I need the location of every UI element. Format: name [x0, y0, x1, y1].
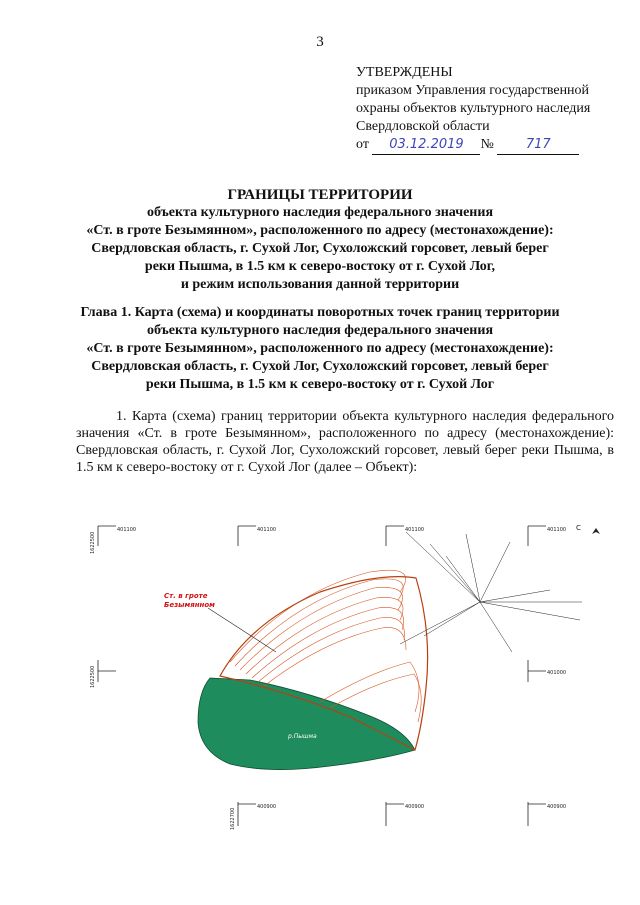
- river-area: [198, 678, 415, 770]
- survey-rays: [400, 532, 582, 652]
- chapter-line: реки Пышма, в 1.5 км к северо-востоку от г. Сухой Лог: [145, 377, 495, 392]
- chapter-line: «Ст. в гроте Безымянном», расположенного по адресу (местонахождение):: [86, 341, 554, 356]
- approval-date-line: [356, 136, 626, 155]
- title-line: и режим использования данной территории: [180, 277, 460, 292]
- approval-line: приказом Управления государственной: [356, 83, 590, 98]
- title-line: ГРАНИЦЫ ТЕРРИТОРИИ: [227, 187, 413, 203]
- approval-line: Свердловской области: [356, 119, 490, 134]
- number-prefix: №: [480, 137, 494, 152]
- grid-label: 401100: [405, 527, 425, 533]
- grid-label: 400900: [405, 804, 425, 810]
- grid-crosses: [98, 526, 546, 826]
- title-line: реки Пышма, в 1.5 км к северо-востоку от г. Сухой Лог,: [144, 259, 496, 274]
- grid-label: 401100: [547, 527, 567, 533]
- chapter-heading: [40, 304, 600, 394]
- grid-label: 401100: [117, 527, 137, 533]
- chapter-line: Свердловская область, г. Сухой Лог, Сухоложский горсовет, левый берег: [91, 359, 549, 374]
- grid-label: 1622500: [90, 665, 96, 688]
- site-label: Безымянном: [164, 601, 215, 609]
- handwritten-date: 03.12.2019: [372, 136, 480, 155]
- title-line: «Ст. в гроте Безымянном», расположенного по адресу (местонахождение):: [86, 223, 554, 238]
- approval-line: охраны объектов культурного наследия: [356, 101, 591, 116]
- grid-label: 401100: [257, 527, 277, 533]
- grid-label: 1622700: [230, 807, 236, 830]
- chapter-line: Глава 1. Карта (схема) и координаты поворотных точек границ территории: [80, 305, 560, 320]
- chapter-line: объекта культурного наследия федерального значения: [146, 323, 494, 338]
- boundary-map: [80, 512, 620, 842]
- page-number: 3: [316, 34, 324, 50]
- approval-heading: УТВЕРЖДЕНЫ: [356, 65, 453, 80]
- grid-label: 401000: [547, 670, 567, 676]
- approval-block: [356, 64, 626, 155]
- grid-label: 1622500: [90, 531, 96, 554]
- date-prefix: от: [356, 137, 369, 152]
- north-arrow-icon: [592, 528, 600, 534]
- document-title: [40, 186, 600, 294]
- site-label: Ст. в гроте: [164, 592, 208, 600]
- grid-label: 400900: [257, 804, 277, 810]
- grid-label: 400900: [547, 804, 567, 810]
- title-line: Свердловская область, г. Сухой Лог, Сухоложский горсовет, левый берег: [91, 241, 549, 256]
- title-line: объекта культурного наследия федерального значения: [146, 205, 494, 220]
- handwritten-number: 717: [497, 136, 579, 155]
- body-paragraph: 1. Карта (схема) границ территории объекта культурного наследия федерального значения «Ст. в гроте Безымянном», расположенного по адресу (местонахождение): Свердловская область, г. Сухой Лог, Сухоложский горсовет, левый берег реки Пышма, в 1.5 км к северо-востоку от г. Сухой Лог (далее – Объект):: [76, 409, 614, 475]
- river-label: р.Пышма: [288, 733, 317, 740]
- north-label: С: [576, 524, 581, 532]
